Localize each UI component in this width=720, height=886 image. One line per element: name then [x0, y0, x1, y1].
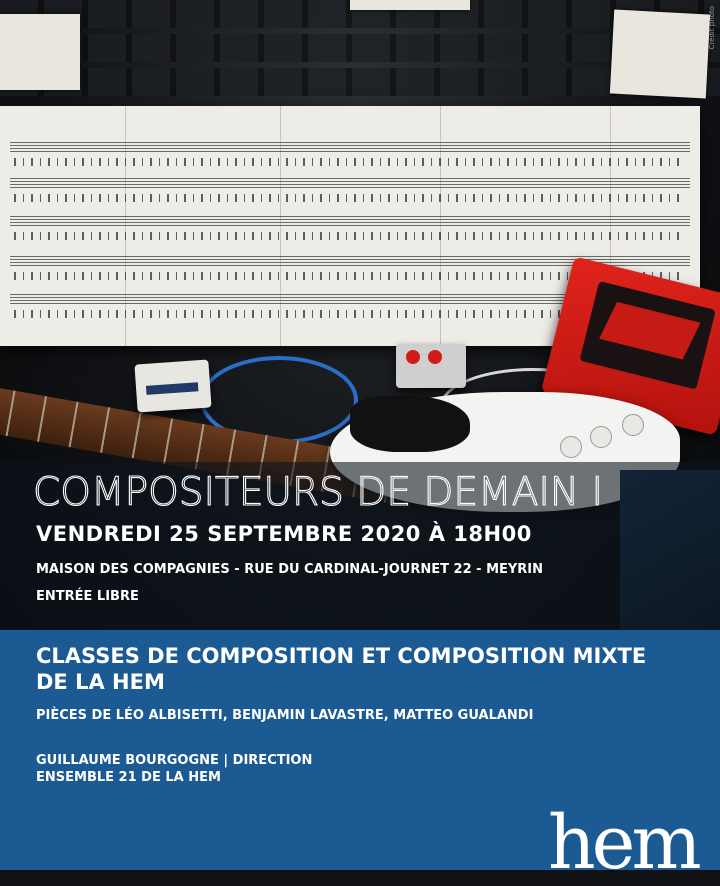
guitar-knob: [590, 426, 612, 448]
event-entry: ENTRÉE LIBRE: [36, 589, 139, 604]
event-title: COMPOSITEURS DE DEMAIN I: [33, 470, 603, 515]
program-title: CLASSES DE COMPOSITION ET COMPOSITION MIXTE DE LA HEM: [36, 644, 647, 694]
event-date: VENDREDI 25 SEPTEMBRE 2020 À 18H00: [36, 522, 532, 546]
background-music-stand: [610, 10, 710, 99]
guitar-pickguard: [350, 396, 470, 452]
event-venue: MAISON DES COMPAGNIES - RUE DU CARDINAL-JOURNET 22 - MEYRIN: [36, 562, 544, 577]
conductor: GUILLAUME BOURGOGNE | DIRECTION: [36, 753, 313, 768]
guitar-knob: [622, 414, 644, 436]
hem-logo: hem: [548, 800, 698, 886]
photo-credit: Crédit photo: [708, 6, 716, 50]
program-pieces: PIÈCES DE LÉO ALBISETTI, BENJAMIN LAVASTRE, MATTEO GUALANDI: [36, 708, 534, 723]
effect-pedal: [396, 344, 466, 388]
background-music-stand: [350, 0, 470, 10]
guitar-knob: [560, 436, 582, 458]
background-music-stand: [0, 14, 80, 90]
program-credits: [36, 752, 312, 786]
digital-delay-pedal: [134, 359, 211, 412]
ensemble: ENSEMBLE 21 DE LA HEM: [36, 770, 221, 785]
